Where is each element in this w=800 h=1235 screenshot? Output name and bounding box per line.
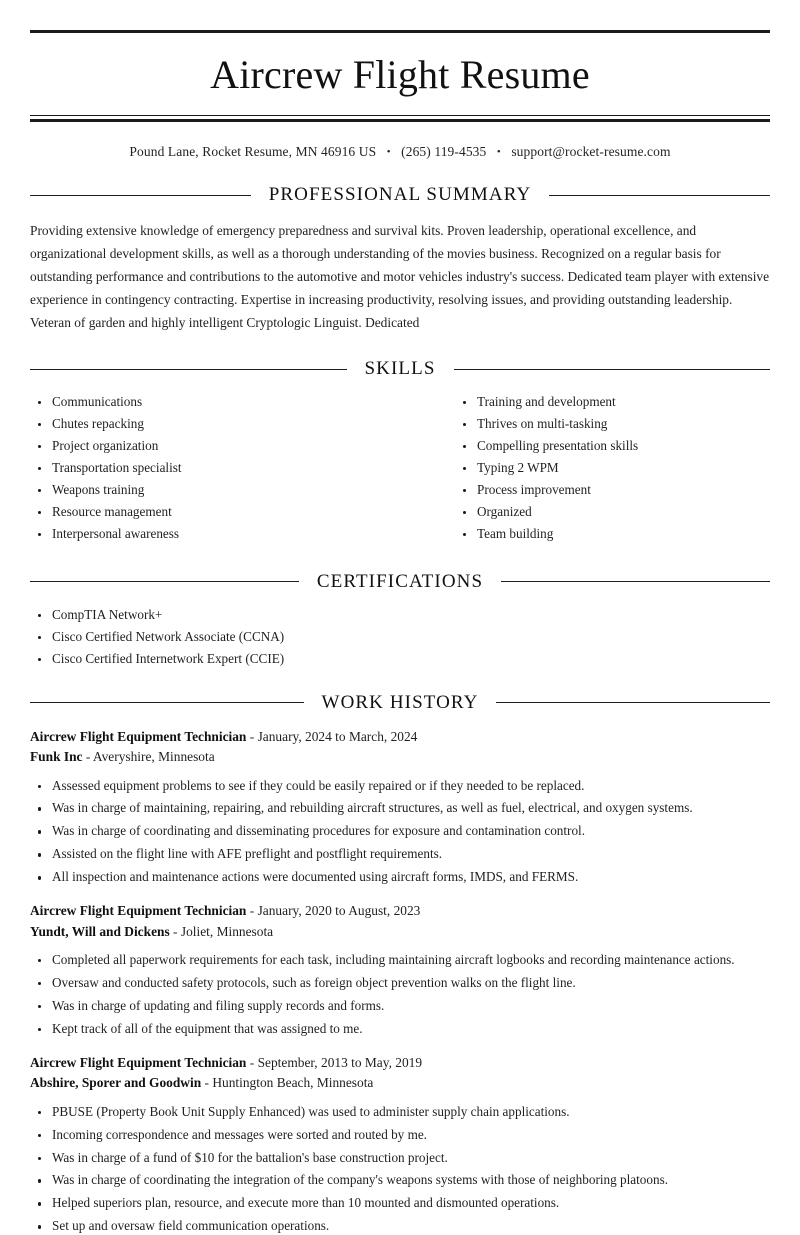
job-company: Abshire, Sporer and Goodwin: [30, 1075, 202, 1091]
list-item: [30, 393, 400, 411]
job-title-line: [30, 901, 770, 921]
section-title: CERTIFICATIONS: [316, 570, 484, 592]
skills-list-right: [455, 393, 770, 543]
skill-label: Compelling presentation skills: [477, 438, 639, 454]
resume-header: [30, 30, 770, 160]
job-location: Averyshire, Minnesota: [92, 749, 215, 765]
list-item: [455, 393, 770, 411]
list-item: [30, 1171, 770, 1189]
list-item: [30, 1126, 770, 1144]
heading-rule-left: [30, 195, 251, 196]
heading-rule-right: [501, 581, 770, 582]
certifications-list: [30, 606, 770, 668]
job-separator: -: [249, 903, 255, 919]
skills-column-right: [400, 393, 770, 547]
certification-label: CompTIA Network+: [52, 606, 163, 622]
section-work-history: [30, 692, 770, 1235]
heading-rule-right: [496, 702, 770, 703]
skill-label: Training and development: [477, 394, 616, 410]
contact-phone: (265) 119-4535: [401, 144, 487, 159]
job-dates: January, 2020 to August, 2023: [257, 903, 421, 919]
job-separator: -: [85, 749, 91, 765]
list-item: [455, 415, 770, 433]
section-skills: [30, 358, 770, 547]
list-item: [30, 1020, 770, 1038]
section-heading-professional-summary: [30, 184, 770, 206]
job-location: Huntington Beach, Minnesota: [212, 1075, 374, 1091]
contact-line: [30, 122, 770, 160]
skill-label: Interpersonal awareness: [52, 525, 180, 541]
skill-label: Communications: [52, 394, 143, 410]
list-item: [30, 437, 400, 455]
header-rule-thin: [30, 115, 770, 116]
resume-page: [0, 30, 800, 1235]
bullet-text: Set up and oversaw field communication operations.: [52, 1218, 330, 1234]
work-history-entry: [30, 1053, 770, 1235]
list-item: [30, 1103, 770, 1121]
list-item: [30, 606, 770, 624]
section-certifications: [30, 571, 770, 668]
contact-separator-2: •: [496, 146, 501, 158]
job-separator: -: [204, 1075, 209, 1091]
skills-column-left: [30, 393, 400, 547]
skill-label: Resource management: [52, 504, 172, 519]
bullet-text: Was in charge of coordinating the integration of the company's weapons systems with those of neighboring platoons.: [52, 1172, 668, 1188]
list-item: [30, 650, 770, 668]
contact-separator-1: •: [386, 146, 391, 158]
bullet-text: Incoming correspondence and messages were sorted and routed by me.: [52, 1126, 427, 1142]
list-item: [30, 525, 400, 543]
list-item: [30, 1149, 770, 1167]
job-title: Aircrew Flight Equipment Technician: [30, 1054, 247, 1070]
skill-label: Chutes repacking: [52, 416, 144, 432]
section-title: SKILLS: [364, 358, 436, 380]
job-company: Yundt, Will and Dickens: [30, 923, 170, 939]
job-bullets: [30, 951, 770, 1038]
list-item: [455, 437, 770, 455]
skill-label: Process improvement: [477, 482, 591, 498]
bullet-text: Assessed equipment problems to see if they could be easily repaired or if they needed to be replaced.: [52, 777, 585, 793]
list-item: [455, 525, 770, 543]
list-item: [455, 459, 770, 477]
section-heading-certifications: [30, 571, 770, 593]
list-item: [30, 1194, 770, 1212]
bullet-text: All inspection and maintenance actions were documented using aircraft forms, IMDS, and FERMS.: [52, 869, 579, 885]
job-company-line: [30, 922, 770, 942]
skills-list-left: [30, 393, 400, 543]
list-item: [30, 503, 400, 521]
heading-rule-right: [549, 195, 770, 196]
list-item: [30, 799, 770, 817]
list-item: [30, 868, 770, 886]
section-professional-summary: [30, 184, 770, 334]
list-item: [30, 822, 770, 840]
bullet-text: Assisted on the flight line with AFE preflight and postflight requirements.: [52, 846, 443, 862]
list-item: [30, 845, 770, 863]
job-title-line: [30, 727, 770, 747]
page-title: Aircrew Flight Resume: [210, 52, 590, 97]
job-bullets: [30, 777, 770, 887]
bullet-text: Kept track of all of the equipment that was assigned to me.: [52, 1020, 363, 1036]
bullet-text: Was in charge of a fund of $10 for the battalion's base construction project.: [52, 1149, 448, 1165]
heading-rule-left: [30, 702, 304, 703]
skill-label: Typing 2 WPM: [477, 460, 559, 476]
skill-label: Team building: [477, 525, 554, 541]
job-company-line: [30, 747, 770, 767]
section-heading-work-history: [30, 692, 770, 714]
bullet-text: Oversaw and conducted safety protocols, such as foreign object prevention walks on the flight line.: [52, 974, 576, 990]
skill-label: Weapons training: [52, 482, 145, 498]
certification-label: Cisco Certified Network Associate (CCNA): [52, 628, 285, 644]
job-separator: -: [173, 923, 178, 939]
contact-email: support@rocket-resume.com: [511, 144, 671, 159]
job-title: Aircrew Flight Equipment Technician: [30, 728, 247, 744]
list-item: [30, 628, 770, 646]
job-dates: September, 2013 to May, 2019: [257, 1054, 423, 1070]
bullet-text: Was in charge of maintaining, repairing, and rebuilding aircraft structures, as well as fuel, electrical, and oxygen systems.: [52, 800, 693, 816]
work-history-entry: [30, 727, 770, 887]
heading-rule-left: [30, 581, 299, 582]
job-title: Aircrew Flight Equipment Technician: [30, 903, 247, 919]
job-separator: -: [249, 728, 255, 744]
skills-columns: [30, 393, 770, 547]
skill-label: Transportation specialist: [52, 460, 182, 476]
job-dates: January, 2024 to March, 2024: [257, 728, 418, 744]
work-history-entry: [30, 901, 770, 1038]
contact-address: Pound Lane, Rocket Resume, MN 46916 US: [129, 144, 377, 159]
certification-label: Cisco Certified Internetwork Expert (CCIE): [52, 650, 285, 666]
list-item: [455, 481, 770, 499]
job-separator: -: [249, 1054, 255, 1070]
list-item: [30, 951, 770, 969]
list-item: [30, 997, 770, 1015]
header-bottom-rules: [30, 115, 770, 122]
list-item: [30, 777, 770, 795]
section-title: WORK HISTORY: [321, 691, 479, 713]
job-company-line: [30, 1073, 770, 1093]
section-title: PROFESSIONAL SUMMARY: [268, 184, 532, 205]
job-bullets: [30, 1103, 770, 1235]
heading-rule-right: [454, 369, 771, 370]
list-item: [30, 415, 400, 433]
list-item: [30, 974, 770, 992]
list-item: [455, 503, 770, 521]
bullet-text: Was in charge of coordinating and disseminating procedures for exposure and contamination control.: [52, 823, 585, 839]
skill-label: Thrives on multi-tasking: [477, 416, 608, 432]
bullet-text: Was in charge of updating and filing supply records and forms.: [52, 997, 385, 1013]
list-item: [30, 1217, 770, 1235]
bullet-text: Completed all paperwork requirements for each task, including maintaining aircraft logbooks and recording maintenance actions.: [52, 952, 735, 968]
job-title-line: [30, 1053, 770, 1073]
skill-label: Organized: [477, 504, 532, 519]
job-company: Funk Inc: [30, 749, 83, 765]
job-location: Joliet, Minnesota: [180, 923, 274, 939]
summary-text: Providing extensive knowledge of emergency preparedness and survival kits. Proven leadership, operational excellence, and organizational development skills, as well as a thorough understanding of the movies business. Recognized on a regular basis for outstanding performance and contributions to the automotive and motor vehicles industry's success. Dedicated team player with extensive experience in contingency contracting. Expertise in increasing productivity, resolving issues, and providing outstanding leadership. Veteran of garden and highly intelligent Cryptologic Linguist. Dedicated: [30, 223, 770, 331]
bullet-text: PBUSE (Property Book Unit Supply Enhanced) was used to administer supply chain applications.: [52, 1103, 570, 1119]
list-item: [30, 459, 400, 477]
skill-label: Project organization: [52, 438, 159, 454]
list-item: [30, 481, 400, 499]
bullet-text: Helped superiors plan, resource, and execute more than 10 mounted and dismounted operations.: [52, 1195, 560, 1211]
section-heading-skills: [30, 358, 770, 380]
heading-rule-left: [30, 369, 347, 370]
